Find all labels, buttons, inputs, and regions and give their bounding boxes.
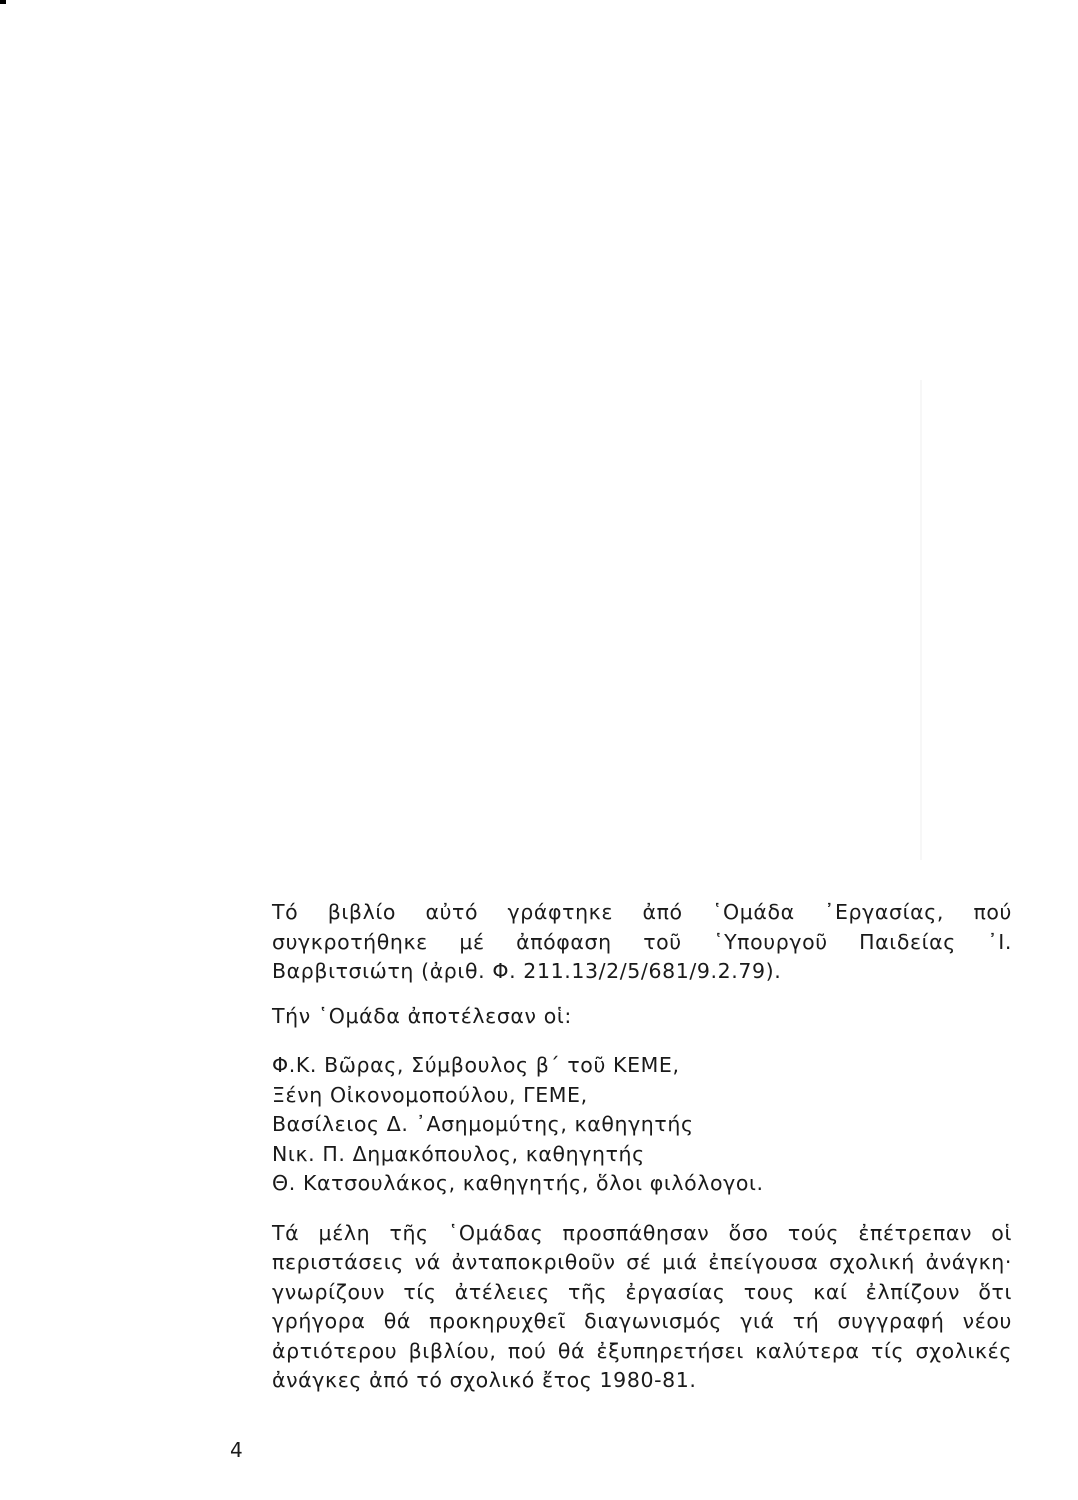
intro-paragraph: Τό βιβλίο αὐτό γράφτηκε ἀπό ῾Ομάδα ᾿Εργασίας, πού συγκροτήθηκε μέ ἀπόφαση τοῦ ῾Υπουργοῦ Παιδείας ᾿Ι. Βαρβιτσιώτη (ἀριθ. Φ. 211.13/2/5/681/9.2.79).: [272, 900, 1012, 983]
members-list: [272, 1051, 1012, 1199]
members-heading: Τήν ῾Ομάδα ἀποτέλεσαν οἱ:: [272, 1003, 572, 1028]
closing-paragraph: Τά μέλη τῆς ῾Ομάδας προσπάθησαν ὅσο τούς ἐπέτρεπαν οἱ περιστάσεις νά ἀνταποκριθοῦν σέ μιά ἐπείγουσα σχολική ἀνάγκη· γνωρίζουν τίς ἀτέλειες τῆς ἐργασίας τους καί ἐλπίζουν ὅτι γρήγορα θά προκηρυχθεῖ διαγωνισμός γιά τή συγγραφή νέου ἀρτιότερου βιβλίου, πού θά ἐξυπηρετήσει καλύτερα τίς σχολικές ἀνάγκες ἀπό τό σχολικό ἔτος 1980-81.: [272, 1220, 1012, 1392]
member-item: Βασίλειος Δ. ᾿Ασημομύτης, καθηγητής: [272, 1112, 694, 1136]
member-item: Ξένη Οἰκονομοπούλου, ΓΕΜΕ,: [272, 1082, 588, 1107]
page-number: 4: [230, 1438, 243, 1462]
member-item: Φ.Κ. Βῶρας, Σύμβουλος β΄ τοῦ ΚΕΜΕ,: [272, 1053, 680, 1077]
text-block: [272, 898, 1012, 1396]
member-item: Νικ. Π. Δημακόπουλος, καθηγητής: [272, 1141, 645, 1166]
scan-corner-mark: [0, 0, 6, 4]
member-item: Θ. Κατσουλάκος, καθηγητής, ὅλοι φιλόλογοι.: [272, 1171, 764, 1195]
show-through-rule: [920, 380, 922, 860]
